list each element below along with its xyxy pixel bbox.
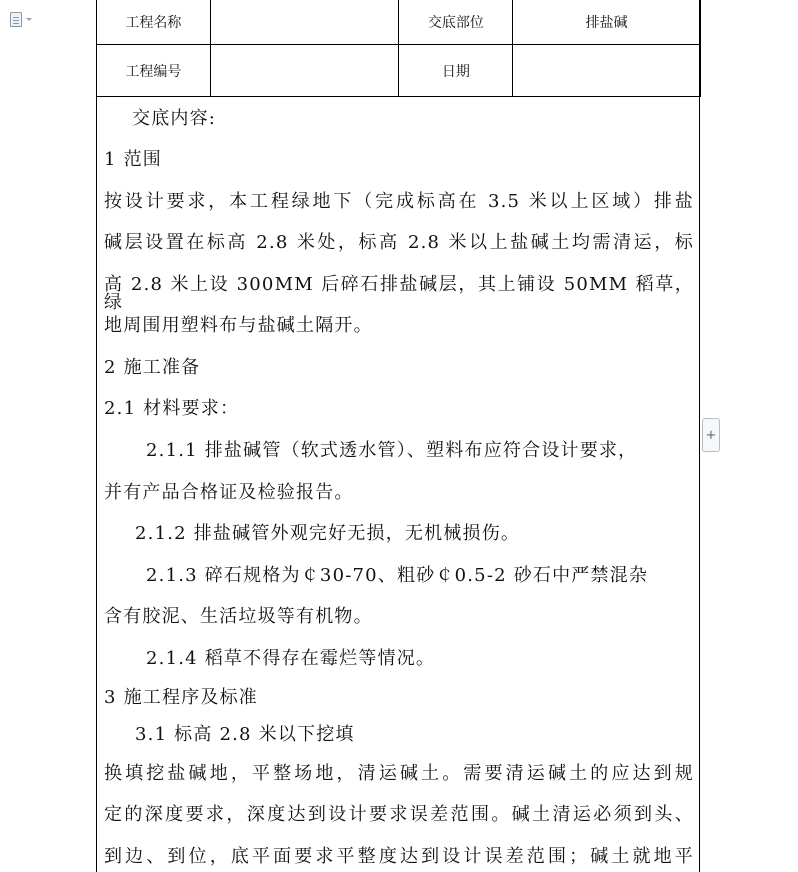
item-2-1-3: 2.1.3 碎石规格为￠30-70、粗砂￠0.5-2 砂石中严禁混杂 (146, 565, 649, 586)
date-label: 日期 (399, 45, 513, 97)
paragraph-line: 换填挖盐碱地，平整场地，清运碱土。需要清运碱土的应达到规 (104, 763, 694, 784)
location-value: 排盐碱 (513, 0, 701, 45)
chevron-down-icon (26, 18, 32, 21)
paragraph-line: 碱层设置在标高 2.8 米处，标高 2.8 米以上盐碱土均需清运，标 (104, 232, 694, 253)
paragraph-line: 含有胶泥、生活垃圾等有机物。 (104, 606, 373, 627)
paragraph-line: 高 2.8 米上设 300MM 后碎石排盐碱层，其上铺设 50MM 稻草，绿 (104, 274, 694, 313)
item-2-1-2: 2.1.2 排盐碱管外观完好无损，无机械损伤。 (135, 523, 521, 544)
section-1-title: 1 范围 (104, 149, 162, 170)
section-2-title: 2 施工准备 (104, 357, 201, 378)
paragraph-line: 到边、到位，底平面要求平整度达到设计误差范围；碱土就地平 (104, 846, 694, 867)
location-label: 交底部位 (399, 0, 513, 45)
project-code-value (210, 45, 399, 97)
content-heading: 交底内容: (132, 108, 217, 129)
item-2-1-1: 2.1.1 排盐碱管（软式透水管）、塑料布应符合设计要求， (146, 440, 638, 461)
add-button[interactable]: + (702, 418, 720, 452)
project-name-value (210, 0, 399, 45)
subsection-2-1-title: 2.1 材料要求： (104, 398, 240, 419)
paragraph-line: 定的深度要求，深度达到设计要求误差范围。碱土清运必须到头、 (104, 804, 694, 825)
document-menu-icon[interactable] (10, 10, 40, 28)
paragraph-line: 按设计要求，本工程绿地下（完成标高在 3.5 米以上区域）排盐 (104, 191, 694, 212)
document-icon (10, 12, 22, 27)
item-2-1-4: 2.1.4 稻草不得存在霉烂等情况。 (146, 648, 436, 669)
paragraph-line: 地周围用塑料布与盐碱土隔开。 (104, 315, 373, 336)
paragraph-line: 并有产品合格证及检验报告。 (104, 482, 354, 503)
date-value (513, 45, 701, 97)
header-table (96, 0, 701, 97)
project-name-label: 工程名称 (97, 0, 211, 45)
project-code-label: 工程编号 (97, 45, 211, 97)
subsection-3-1-title: 3.1 标高 2.8 米以下挖填 (135, 724, 355, 745)
section-3-title: 3 施工程序及标准 (104, 687, 258, 708)
